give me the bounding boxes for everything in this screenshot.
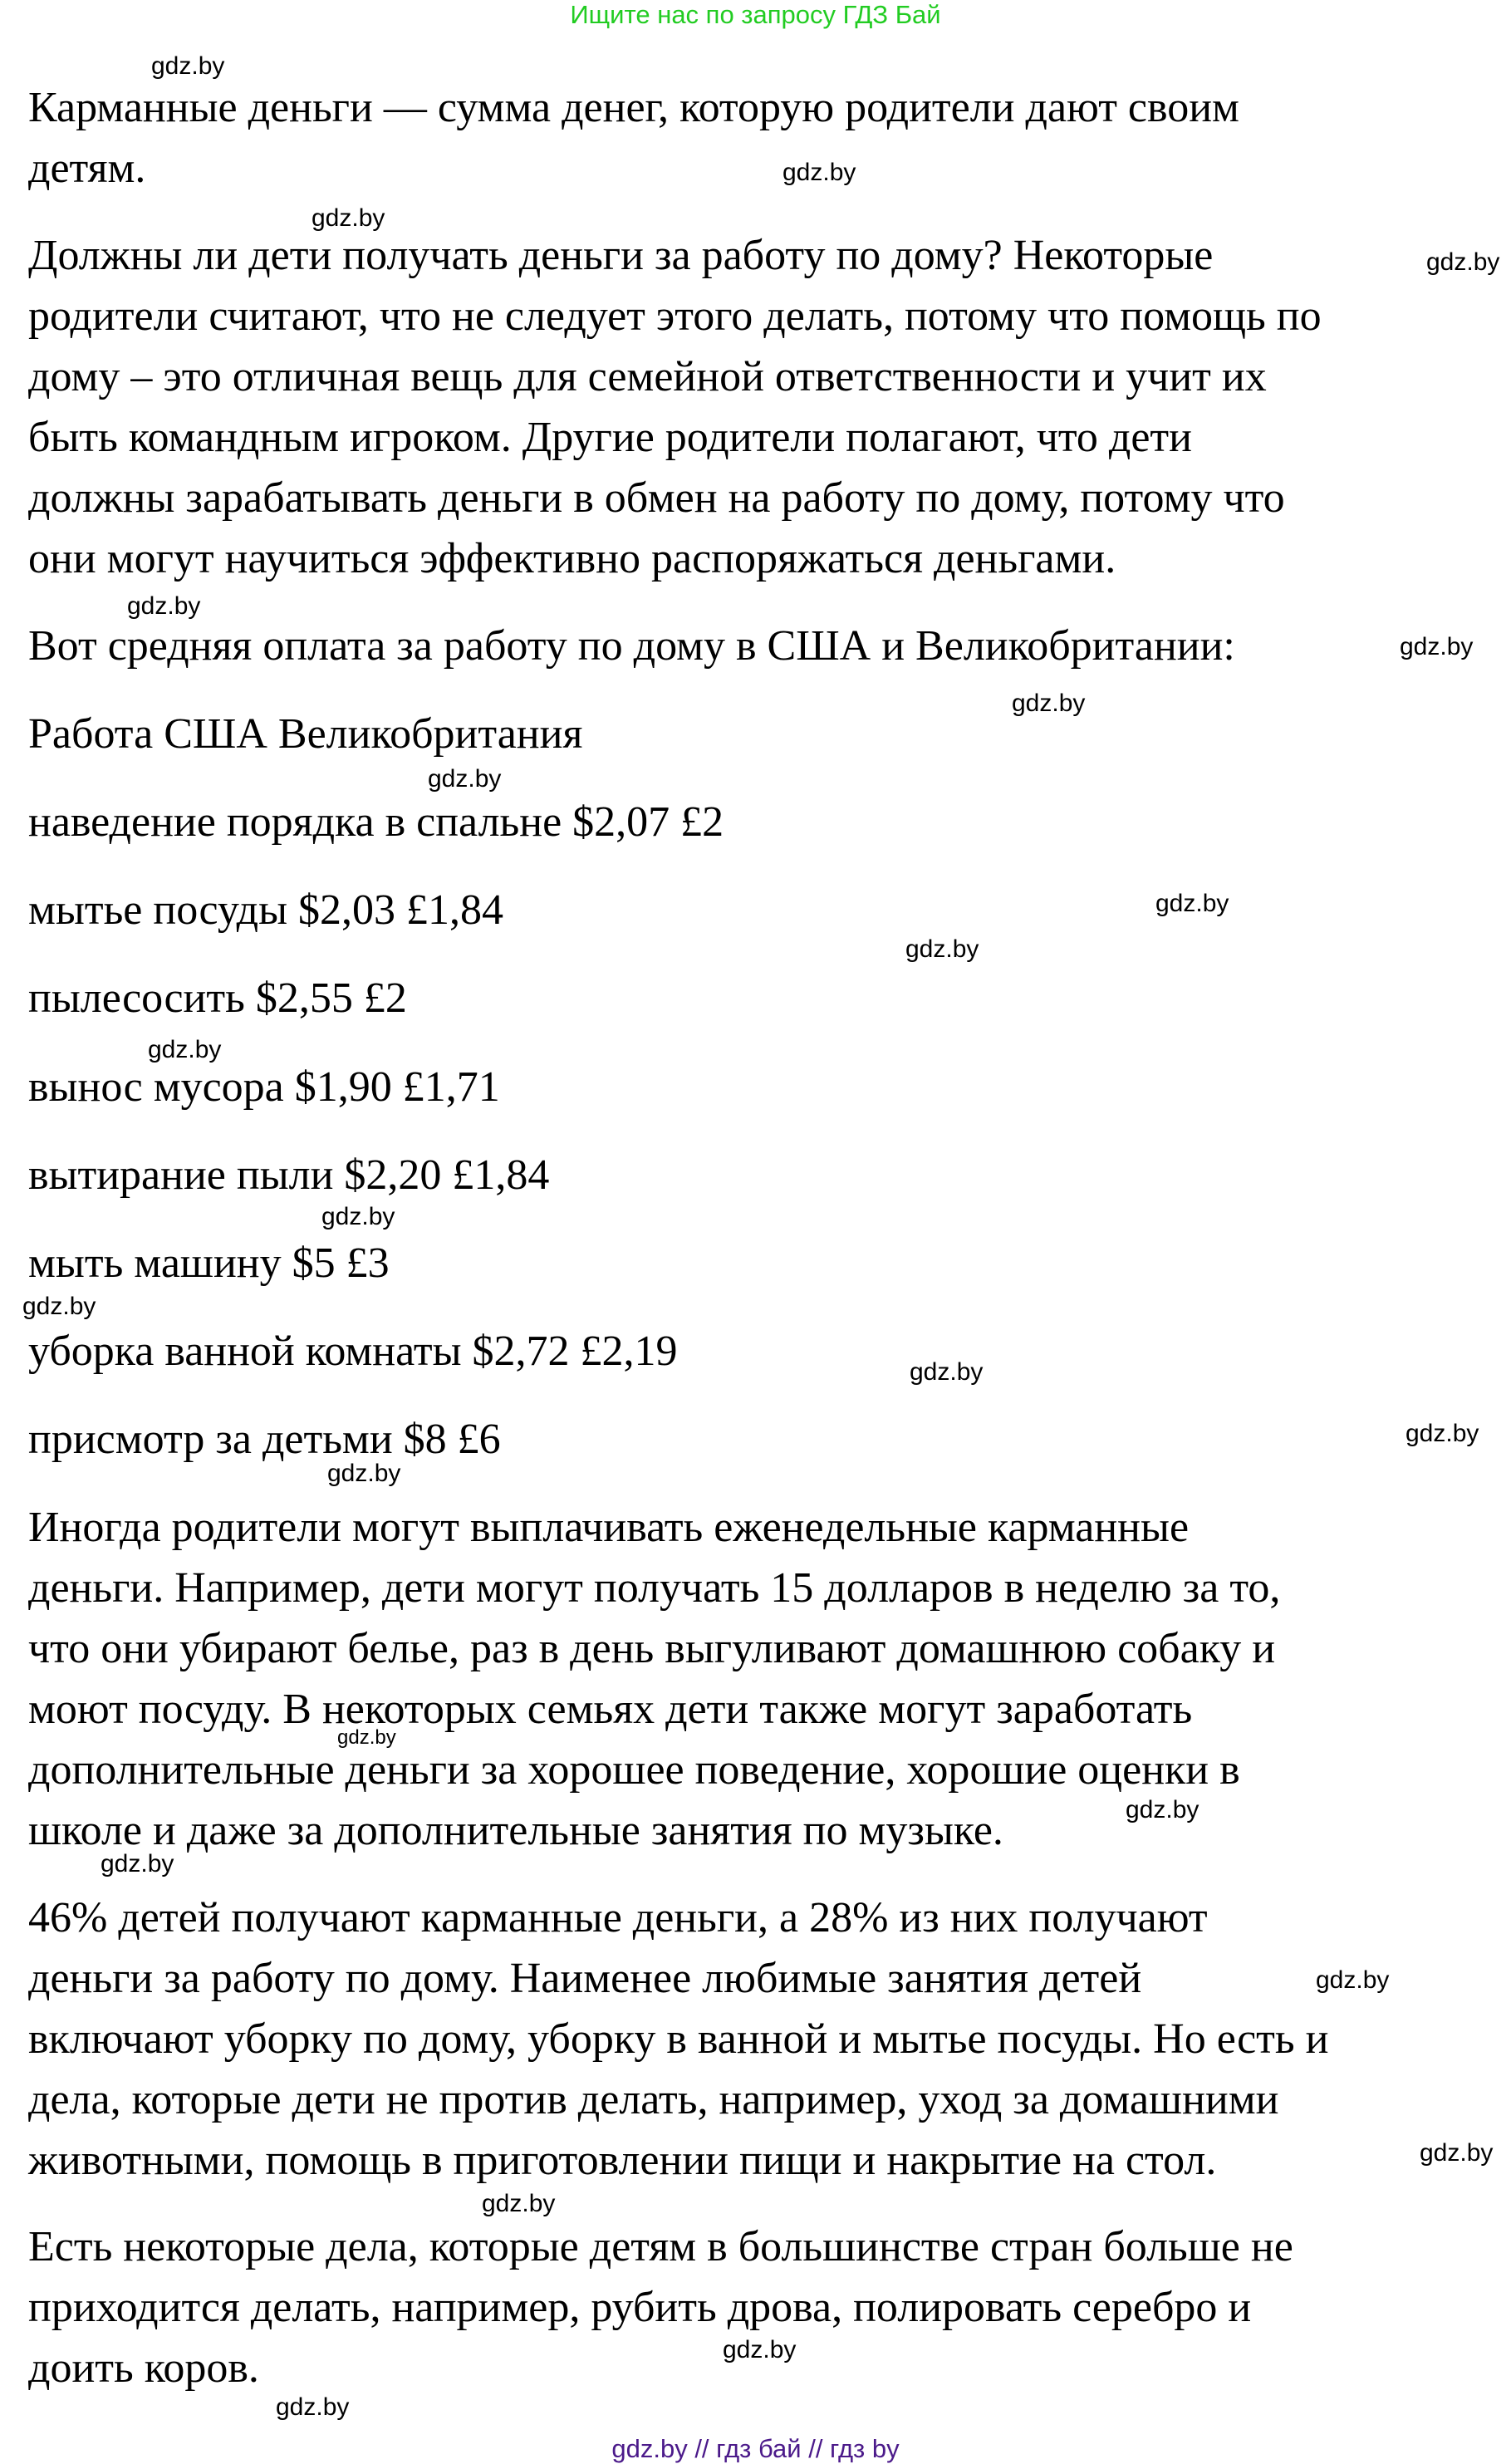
watermark: gdz.by [1126,1796,1199,1823]
table-header-cell: США [164,710,267,758]
watermark: gdz.by [1155,890,1229,917]
table-row [28,1233,390,1293]
table-header-cell: Работа [28,710,154,758]
watermark: gdz.by [337,1726,396,1749]
table-cell: £2,19 [580,1328,678,1375]
watermark: gdz.by [723,2336,797,2363]
watermark: gdz.by [428,765,502,793]
watermark: gdz.by [312,204,385,232]
table-cell: $8 [403,1416,447,1463]
watermark: gdz.by [22,1293,96,1320]
footer-links: gdz.by // гдз бай // гдз by [611,2434,900,2463]
site-banner: Ищите нас по запросу ГДЗ Бай [570,0,941,29]
table-cell: £3 [346,1239,390,1287]
table-cell: вытирание пыли [28,1151,334,1199]
table-row [28,1409,501,1470]
watermark: gdz.by [1426,248,1500,276]
table-row [28,880,503,940]
watermark: gdz.by [321,1203,395,1230]
paragraph-old-chores: Есть некоторые дела, которые детям в большинстве стран больше не приходится делать, например, рубить дрова, полировать серебро и доить коров. [28,2223,1293,2392]
watermark: gdz.by [327,1460,401,1487]
watermark: gdz.by [782,159,856,186]
watermark: gdz.by [1400,633,1474,660]
table-row [28,1321,678,1382]
table-cell: £1,84 [406,886,503,934]
table-cell: $1,90 [294,1063,392,1111]
watermark: gdz.by [1420,2139,1494,2167]
paragraph-chores-debate: Должны ли дети получать деньги за работу по дому? Некоторые родители считают, что не следует этого делать, потому что помощь по дому – это отличная вещь для семейной ответственности и учит их быть командным игроком. Другие родители полагают, что дети должны зарабатывать деньги в обмен на работу по дому, потому что они могут научиться эффективно распоряжаться деньгами. [28,232,1322,582]
table-cell: уборка ванной комнаты [28,1328,462,1375]
table-cell: вынос мусора [28,1063,284,1111]
watermark: gdz.by [905,935,979,963]
watermark: gdz.by [148,1036,222,1063]
table-cell: мыть машину [28,1239,282,1287]
paragraph-table-intro: Вот средняя оплата за работу по дому в США и Великобритании: [28,622,1235,670]
watermark: gdz.by [910,1358,984,1386]
table-row [28,1057,500,1117]
table-row [28,1145,549,1205]
table-cell: $5 [292,1239,336,1287]
watermark: gdz.by [127,592,201,620]
table-cell: £2 [363,974,407,1022]
table-header-cell: Великобритания [277,710,583,758]
table-cell: £1,71 [402,1063,500,1111]
table-cell: $2,72 [472,1328,570,1375]
watermark: gdz.by [1316,1966,1390,1994]
table-cell: £6 [457,1416,501,1463]
table-cell: $2,07 [572,798,670,846]
paragraph-statistics: 46% детей получают карманные деньги, а 28% из них получают деньги за работу по дому. Наименее любимые занятия детей включают уборку по дому, уборку в ванной и мытье посуды. Но есть и дела, которые дети не против делать, например, уход за домашними животными, помощь в приготовлении пищи и накрытие на стол. [28,1894,1329,2184]
watermark: gdz.by [482,2190,556,2217]
watermark: gdz.by [276,2393,350,2421]
table-cell: $2,55 [255,974,353,1022]
table-cell: присмотр за детьми [28,1416,393,1463]
table-cell: мытье посуды [28,886,287,934]
table-cell: $2,20 [344,1151,442,1199]
table-row [28,968,407,1028]
table-cell: наведение порядка в спальне [28,798,562,846]
paragraph-definition: Карманные деньги — сумма денег, которую родители дают своим детям. [28,84,1239,192]
table-cell: пылесосить [28,974,245,1022]
watermark: gdz.by [151,52,225,80]
watermark: gdz.by [1012,690,1086,717]
table-header [28,704,582,764]
table-cell: £1,84 [452,1151,550,1199]
watermark: gdz.by [1406,1420,1479,1447]
table-row [28,792,724,852]
table-cell: £2 [680,798,724,846]
paragraph-weekly-allowance: Иногда родители могут выплачивать еженедельные карманные деньги. Например, дети могут получать 15 долларов в неделю за то, что они убирают белье, раз в день выгуливают домашнюю собаку и моют посуду. В некоторых семьях дети также могут заработать дополнительные деньги за хорошее поведение, хорошие оценки в школе и даже за дополнительные занятия по музыке. [28,1504,1281,1854]
table-cell: $2,03 [298,886,395,934]
watermark: gdz.by [101,1850,174,1877]
